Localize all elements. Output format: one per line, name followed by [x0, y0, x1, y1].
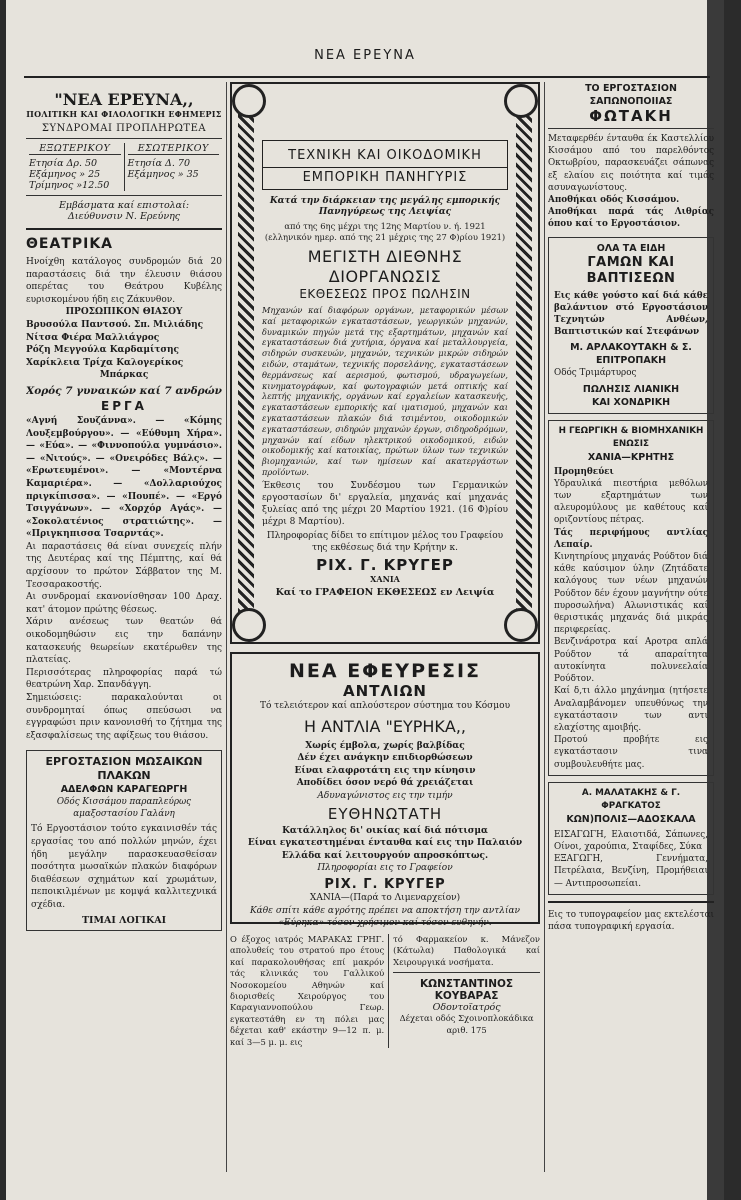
union-text: Προτού προβήτε εις εγκατάστασιν τινα συμβουλευθήτε μας. [554, 735, 708, 770]
doctor-text-cont: τό Φαρμακείον κ. Μάνεζον (Κάτωλα) Παθολογικά καί Χειρουργικά νοσήματα. [393, 934, 540, 967]
pump-head-1: ΝΕΑ ΕΦΕΥΡΕΣΙΣ [289, 660, 481, 682]
fair-during: Κατά την διάρκειαν της μεγάλης εμπορικής Πανηγύρεως της Λειψίας [269, 196, 501, 217]
soap-depot: Αποθήκαι παρά τάς Λιθρίας όπου καί το Εργοστάσιον. [548, 207, 714, 230]
pump-line: Χωρίς έμβολα, χωρίς βαλβίδας [305, 740, 465, 751]
theatre-title: ΘΕΑΤΡΙΚΑ [26, 236, 114, 252]
price-line: Ετησία Δ. 70 [127, 158, 191, 169]
decorative-border [516, 114, 532, 612]
wedding-title-2: ΓΑΜΩΝ ΚΑΙ ΒΑΠΤΙΣΕΩΝ [586, 254, 676, 286]
doctor-text: Ο έξοχος ιατρός ΜΑΡΑΚΑΣ ΓΡΗΓ. απολυθείς του στρατού προ έτους καί παρακολουθήσας επί μακρόν τάς κλινικάς του Γαλλικού Νοσοκομείου Αθηνών καί διορισθείς Χειρούργος του Καραγιαννοπούλου Γεωρ. εγκατεστάθη εν τη πόλει μας δέχεται καθ' εκάστην 9—12 π. μ. καί 3—5 μ. μ. εις [230, 934, 385, 1047]
column-rule-right [544, 82, 545, 1172]
fair-advert-content [262, 90, 508, 636]
cast-line: Νίτσα Φιέρα Μαλλιάγρος [26, 332, 160, 343]
pump-cheapest: ΕΥΘΗΝΩΤΑΤΗ [327, 804, 443, 823]
wedding-sale-2: ΚΑΙ ΧΟΝΔΡΙΚΗ [591, 396, 671, 408]
union-text: Καί δ,τι άλλο μηχάνημα (ητήσετε Αναλαμβάνομεν υπευθύνως την εγκατάστασιν των αντι ελαχίστης αμοιβής. [554, 686, 708, 733]
fair-info: Πληροφορίας δίδει το επίτιμον μέλος του Γραφείου της εκθέσεως διά την Κρήτην κ. [266, 530, 504, 553]
dentist-address: Δέχεται οδός Σχοινοπλοκάδικα αριθ. 175 [399, 1013, 534, 1035]
pump-line: Είναι εγκατεστημέναι ένταυθα καί εις την Παλαιόν [247, 838, 523, 849]
mosaic-title: ΕΡΓΟΣΤΑΣΙΟΝ ΜΩΣΑΙΚΩΝ ΠΛΑΚΩΝ [45, 755, 203, 783]
soap-depot: Αποθήκαι οδός Κισσάμου. [548, 195, 680, 206]
middle-column [230, 82, 540, 1170]
cast-head: ΠΡΟΣΩΠΙΚΟΝ ΘΙΑΣΟΥ [65, 307, 183, 318]
union-text: Κινητηρίους μηχανάς Ρούδτον διά κάθε καύσιμον ύλην (Ζητάδατε καλόγους των νέων μηχανών Ρούδτον δέν έχουν μαγνήτην ούτε πυροσωλήνα) Αλωνιστικάς καί θεριστικάς μηχανάς διά μικράς περιφερείας. [554, 552, 708, 636]
dentist-notice [389, 934, 540, 1048]
wedding-title: ΟΛΑ ΤΑ ΕΙΔΗ [596, 242, 666, 254]
column-rule-left [226, 82, 227, 1172]
fair-firm: ΡΙΧ. Γ. ΚΡΥΓΕΡ [316, 555, 454, 574]
theatre-seating: Χάριν ανέσεως των θεατών θά οικοδομηθώσιν εις την δαπάνην κατασκευής θεωρείων εκατέρωθεν της πλατείας. [26, 617, 222, 666]
theatre-info: Περισσότερας πληροφορίας παρά τώ θεατρώνη Χαρ. Σπανδάγγη. [26, 667, 222, 691]
newspaper-page [6, 0, 724, 1200]
divider [26, 195, 222, 196]
union-text: Τάς περιφήμους αντλίας Λεπαίρ. [554, 527, 708, 550]
subscription-table [26, 143, 222, 191]
pump-firm: ΡΙΧ. Γ. ΚΡΥΓΕΡ [324, 876, 446, 892]
mosaic-owners: ΑΔΕΛΦΩΝ ΚΑΡΑΓΕΩΡΓΗ [60, 784, 188, 796]
masthead-subtitle: ΠΟΛΙΤΙΚΗ ΚΑΙ ΦΙΛΟΛΟΓΙΚΗ ΕΦΗΜΕΡΙΣ [26, 109, 222, 119]
fair-big-subtitle: ΕΚΘΕΣΕΩΣ ΠΡΟΣ ΠΩΛΗΣΙΝ [299, 287, 471, 301]
fair-dates-greek: (ελληνικόν ημερ. από της 21 μέχρις της 27 Φ)ρίου 1921) [264, 232, 506, 242]
domestic-prices [124, 143, 223, 191]
pump-line: Δέν έχει ανάγκην επιδιορθώσεων [297, 753, 473, 764]
union-advert [548, 420, 714, 776]
theatre-schedule: Αι παραστάσεις θά είναι συνεχείς πλήν της Δευτέρας καί της Πέμπτης, καί θά αρχίσουν το πρώτον Σάββατον της Μ. Τεσσαρακοστής. [26, 541, 222, 590]
wedding-street: Οδός Τριμάρτυρος [554, 368, 637, 379]
theatre-note: Σημειώσεις: παρακαλούνται οι συνδρομηταί όπως σπεύσωσι να εγγραφώσι πριν κανονισθή το ζήτημα της εξασφαλίσεως της αφίξεως του θιάσου. [26, 693, 222, 741]
soap-owner: ΦΩΤΑΚΗ [589, 107, 673, 125]
grocery-subtitle: ΚΩΝ)ΠΟΛΙΣ—ΑΔΟΣΚΑΛΑ [566, 813, 696, 825]
cast-line: Βρυσούλα Παντσού. Σπ. Μιλιάδης [26, 319, 204, 330]
printing-note: Εις το τυπογραφείον μας εκτελέσται πάσα τυπογραφική εργασία. [548, 909, 714, 932]
foreign-head: ΕΞΩΤΕΡΙΚΟΥ [29, 143, 121, 155]
works-head: ΕΡΓΑ [101, 398, 147, 413]
pump-line: Πληροφορίαι εις το Γραφείον [317, 863, 453, 874]
ornament-icon [232, 84, 266, 118]
divider [393, 972, 540, 973]
grocery-export: ΕΞΑΓΩΓΗ, Γεννήματα, Πετρέλαια, Βενζίνη, Προμήθειαι — Αντιπροσωπείαι. [554, 854, 708, 889]
dentist-name: ΚΩΝΣΤΑΝΤΙΝΟΣ ΚΟΥΒΑΡΑΣ [420, 978, 514, 1002]
soap-title: ΤΟ ΕΡΓΟΣΤΑΣΙΟΝ ΣΑΠΩΝΟΠΟΙΙΑΣ [585, 83, 677, 107]
pump-line: Κάθε σπίτι κάθε αγρότης πρέπει να αποκτήση την αντλίαν «Εύρηκα» τόσον χρήσιμον καί τόσον ευθηνήν. [249, 905, 521, 929]
cast-line: Μπάρκας [99, 370, 149, 381]
cast-line: Ρόζη Μεγγούλα Καρδαμίτσης [26, 345, 180, 356]
pump-line: Είναι ελαφροτάτη εις την κίνησιν [294, 765, 476, 776]
divider [548, 901, 714, 903]
address-note: Εμβάσματα καί επιστολαί: [58, 200, 190, 211]
theatre-price: Αι συνδρομαί εκανονίσθησαν 100 Δραχ. κατ' άτομον πρώτης θέσεως. [26, 592, 222, 615]
decorative-border [238, 114, 254, 612]
fair-exhibit: Έκθεσις του Συνδέσμου των Γερμανικών εργοστασίων δι' εργαλεία, μηχανάς καί μηχανάς ξυλείας από της μέχρι 20 Μαρτίου 1921. (16 Φ)ρίου μέχρι 8 Μαρτίου). [262, 480, 508, 527]
masthead-title: "ΝΕΑ ΕΡΕΥΝΑ,, [54, 90, 194, 109]
domestic-head: ΕΣΩΤΕΡΙΚΟΥ [128, 143, 220, 155]
divider [26, 138, 222, 139]
grocery-import: ΕΙΣΑΓΩΓΗ, Ελαιοτιδά, Σάπωνες, Οίνοι, χαρούπια, Σταφίδες, Σύκα [554, 829, 708, 852]
pump-brand: Η ΑΝΤΛΙΑ "ΕΥΡΗΚΑ,, [303, 716, 467, 736]
union-title: Η ΓΕΩΡΓΙΚΗ & ΒΙΟΜΗΧΑΝΙΚΗ ΕΝΩΣΙΣ [558, 425, 704, 449]
price-line: Τρίμηνος »12.50 [29, 180, 110, 191]
pump-head-2: ΑΝΤΛΙΩΝ [343, 682, 427, 700]
pump-line: Ελλάδα καί λειτουργούν απροσκόπτως. [281, 850, 489, 861]
fair-big-title: ΜΕΓΙΣΤΗ ΔΙΕΘΝΗΣ ΔΙΟΡΓΑΝΩΣΙΣ [307, 247, 463, 286]
price-line: Εξάμηνος » 25 [29, 169, 101, 180]
divider [548, 128, 714, 129]
cast-line: Χαρίκλεια Τρίχα Καλογερίκος [26, 357, 184, 368]
wedding-firm: Μ. ΑΡΛΑΚΟΥΤΑΚΗ & Σ. ΕΠΙΤΡΟΠΑΚΗ [570, 342, 692, 367]
wedding-advert [548, 237, 714, 414]
pump-advert [230, 652, 540, 929]
pump-line: Κατάλληλος δι' οικίας καί διά πότισμα [282, 825, 488, 836]
divider [26, 228, 222, 230]
price-line: Εξάμηνος » 35 [127, 169, 199, 180]
mosaic-text: Τό Εργοστάσιον τούτο εγκαινισθέν τάς εργασίας του από πολλών μηνών, έχει ήδη μεγάλην παρασκευασθείσαν ποσότητα μωσαϊκών πλακών διαφόρων διαθέσεων σχημάτων καί χρωμάτων, πεποικιλμένων με κομψά καλλιτεχνικά σχέδια. [31, 824, 217, 910]
ornament-icon [504, 608, 538, 642]
top-rule [24, 76, 710, 78]
works-list: «Αγνή Σουζάννα». — «Κόμης Λουξεμβούργου». — «Εύθυμη Χήρα». — «Εύα». — «Φιννοπούλα γυμνάσιο». — «Νιτούς». — «Ονειρόδες Βάλς». — «Ερωτευμένοι». — «Μοντέρνα Καμαριέρα». — «Δολλαριούχος πριγκίπισσα». — «Πουπέ». — «Εργό Τσιγγάνων». — «Χορχόρ Αγάς». — «Σοκολατένιος στρατιώτης». — «Πριγκηπισσα Τσαρντάς». [26, 415, 222, 540]
mosaic-prices: ΤΙΜΑΙ ΛΟΓΙΚΑΙ [81, 914, 167, 926]
mosaic-address: Οδός Κισσάμου παραπλεύρως αμαξοστασίου Γαλάνη [56, 797, 192, 819]
grocery-title: Α. ΜΑΛΑΤΑΚΗΣ & Γ. ΦΡΑΓΚΑΤΟΣ [581, 787, 681, 811]
union-text: Υδραυλικά πιεστήρια μεθόλων των εξαρτημάτων των αλευρομύλους με καθέτους καί οριζοντίους πέτρας. [554, 478, 708, 526]
dentist-title: Οδοντοϊατρός [432, 1002, 501, 1014]
fair-advert [230, 82, 540, 644]
mosaic-advert [26, 750, 222, 930]
doctor-notice [230, 934, 389, 1048]
fair-office: Καί το ΓΡΑΦΕΙΟΝ ΕΚΘΕΣΕΩΣ εν Λειψία [275, 586, 495, 598]
union-text: Βενζινάροτρα καί Αροτρα απλά Ρούδτον τά απαραίτητα αυτοκίνητα πολυνεελαία Ρούδτον. [554, 637, 708, 685]
price-line: Ετησία Δρ. 50 [29, 158, 98, 169]
union-city: ΧΑΝΙΑ—ΚΡΗΤΗΣ [587, 451, 675, 463]
theatre-intro: Ηνοίχθη κατάλογος συνδρομών διά 20 παραστάσεις διά την έλευσιν θιάσου οπερέτας του Θεάτρου Κυβέλης ευρισκομένου ήδη εις Ζάκυνθον. [26, 257, 222, 305]
ornament-icon [504, 84, 538, 118]
fair-head-1: ΤΕΧΝΙΚΗ ΚΑΙ ΟΙΚΟΔΟΜΙΚΗ [262, 140, 508, 168]
grocery-advert [548, 782, 714, 895]
chorus-line: Χορός 7 γυναικών καί 7 ανδρών [26, 384, 222, 397]
fair-list: Μηχανών καί διαφόρων οργάνων, μεταφορικών μέσων καί μεταφορικών εγκαταστάσεων, γεωργικών μηχανών, δυναμικών πηγών μετά της εξαρτημάτων, μηχανών καί εγκαταστάσεων διά χυτήρια, όργανα καί μεταλλουργεία, σιδηρών συσκευών, μηχανών, τεχνικών μικρών σιδηρών ειδών, σταμάτων, τεχνικής πορσελάνης, εγκαταστάσεων θερμάνσεως καί αερισμού, φωτισμού, υδραγωγείων, κινηματογράφων, καί φωτογραφιών μετά οπτικής καί λεπτής μηχανικής, οργάνων καί εργαλείων κατασκευής, εγκαταστάσεων εμπορικής καί ιματισμού, μηχανών και εγκαταστάσεων πλακών διά τσιμέντου, οικοδομικών εγκαταστάσεων, σιδηρών μηχανών έργων, σιδηροδρόμων, μηχανών καί είδων ηλεκτρικού οικοδομικού, ειδών οικοδομικής καί κατοικίας, πρώτων ύλων των τεχνικών βιομηχανιών, καί των ημίσεων καί ακατεργάστων προϊόντων. [262, 305, 508, 477]
address-name: Διεύθυνσιν Ν. Ερεύνης [67, 211, 181, 222]
wedding-sale: ΠΩΛΗΣΙΣ ΛΙΑΝΙΚΗ [582, 383, 680, 395]
running-head: ΝΕΑ ΕΡΕΥΝΑ [314, 48, 416, 63]
fair-city: ΧΑΝΙΑ [370, 573, 400, 584]
doctor-dentist-strip [230, 934, 540, 1048]
union-supplies: Προμηθεύει [554, 466, 614, 477]
pump-line: ΧΑΝΙΑ—(Παρά το Λιμεναρχείον) [309, 892, 461, 903]
pump-line: Τό τελειότερον καί απλούστερον σύστημα του Κόσμου [259, 701, 511, 711]
right-column [548, 82, 714, 1170]
soap-text: Μεταφερθέν ένταυθα έκ Καστελλίου Κισσάμου από του παρελθόντος Οκτωβρίου, παρασκευάζει σάπωνας εξ ελαίου εις ποιότητα καί τιμάς ασυναγωνίστους. [548, 134, 714, 193]
pump-line: Αποδίδει όσον νερό θά χρειάζεται [296, 778, 474, 789]
foreign-prices [26, 143, 124, 191]
pump-line: Αδυναγώνιστος εις την τιμήν [317, 790, 453, 801]
left-column [26, 82, 222, 1170]
subscription-label: ΣΥΝΔΡΟΜΑΙ ΠΡΟΠΛΗΡΩΤΕΑ [41, 123, 207, 134]
fair-dates: από της 6ης μέχρι της 12ης Μαρτίου ν. ή. 1921 [284, 221, 486, 231]
wedding-text: Εις κάθε γούστο καί διά κάθε βαλάντιον στό Εργοστάσιον Τεχνητών Ανθέων, Βαπτιστικών καί Στεφάνων [554, 290, 708, 338]
fair-head-2: ΕΜΠΟΡΙΚΗ ΠΑΝΗΓΥΡΙΣ [262, 168, 508, 190]
ornament-icon [232, 608, 266, 642]
